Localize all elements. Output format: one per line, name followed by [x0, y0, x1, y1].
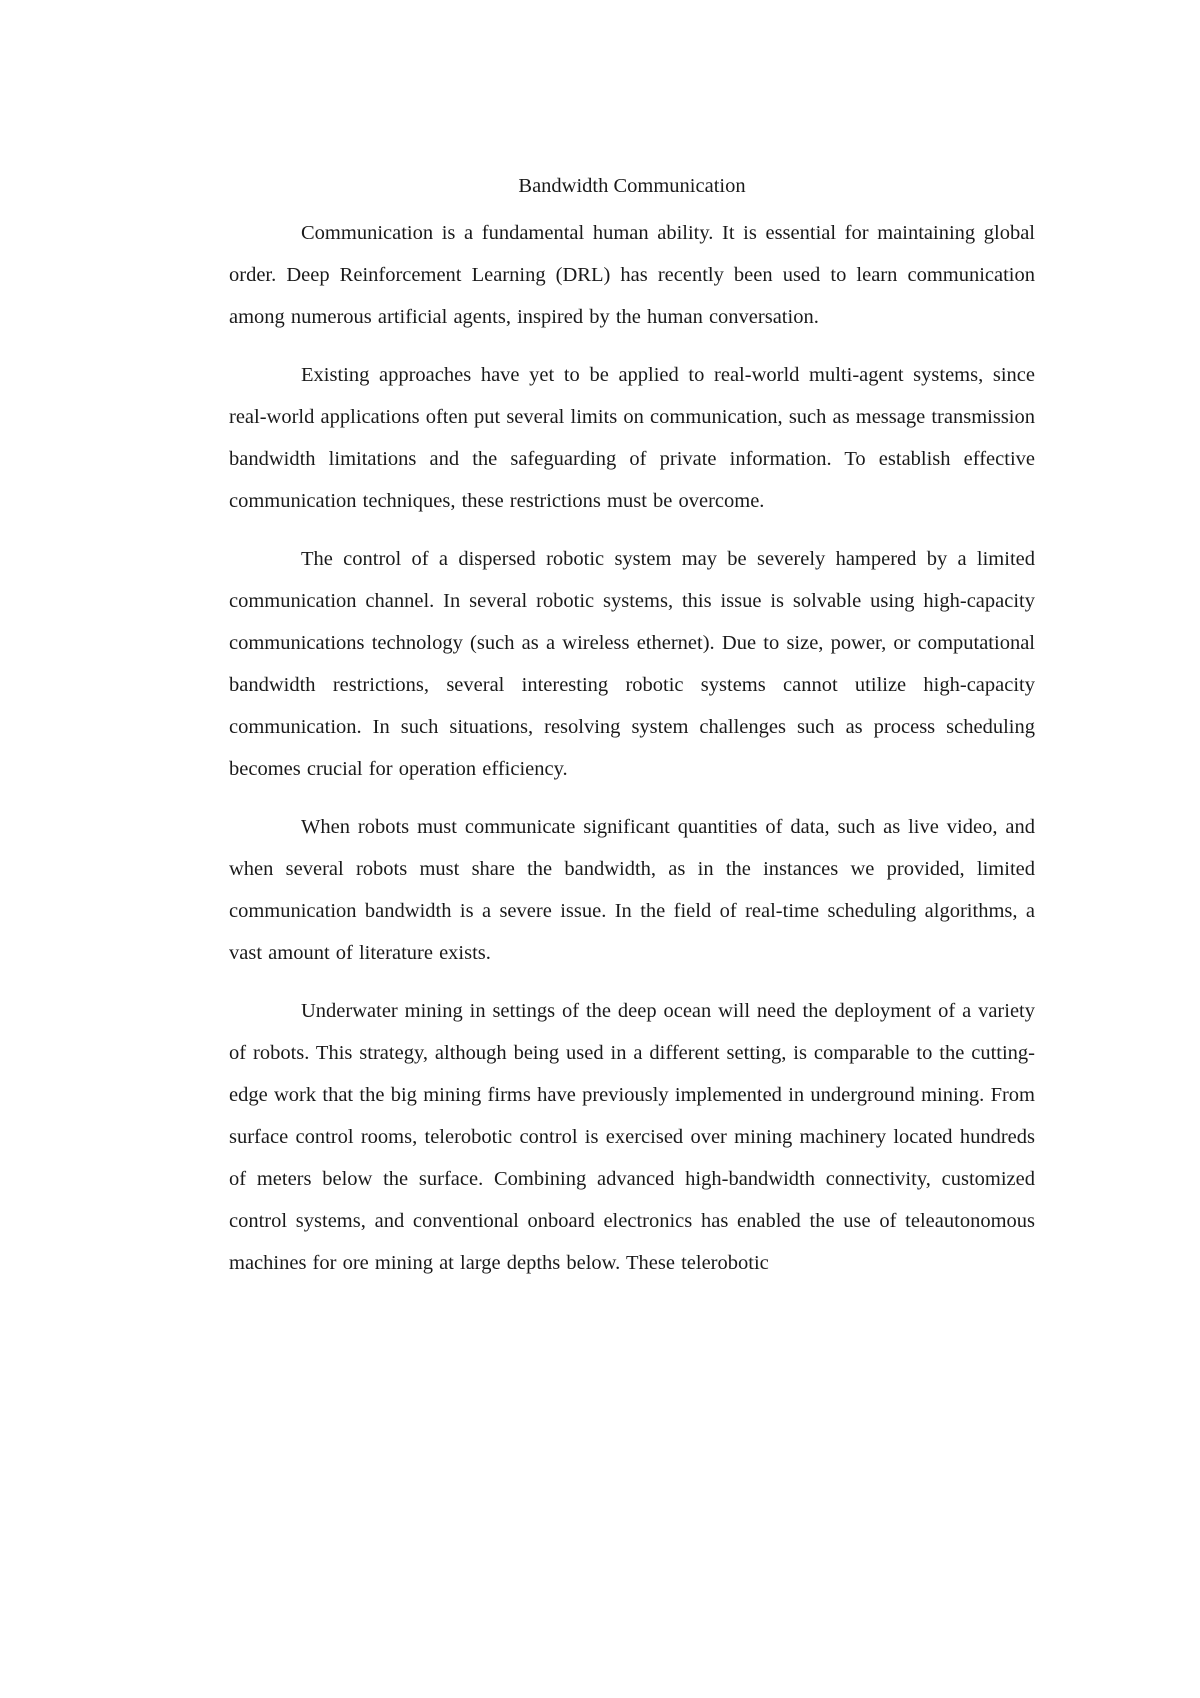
paragraph-1: Communication is a fundamental human ability. It is essential for maintaining global order. Deep Reinforcement Learning (DRL) has recently been used to learn communication among numerous artificial agents, inspired by the human conversation. [229, 222, 1035, 328]
paragraph-4: When robots must communicate significant quantities of data, such as live video, and when several robots must share the bandwidth, as in the instances we provided, limited communication bandwidth is a severe issue. In the field of real-time scheduling algorithms, a vast amount of literature exists. [229, 816, 1035, 964]
document-title: Bandwidth Communication [518, 175, 746, 197]
paragraph-5: Underwater mining in settings of the deep ocean will need the deployment of a variety of robots. This strategy, although being used in a different setting, is comparable to the cutting-edge work that the big mining firms have previously implemented in underground mining. From surface control rooms, telerobotic control is exercised over mining machinery located hundreds of meters below the surface. Combining advanced high-bandwidth connectivity, customized control systems, and conventional onboard electronics has enabled the use of teleautonomous machines for ore mining at large depths below. These telerobotic [229, 1000, 1035, 1274]
document-body [229, 170, 1035, 1300]
paragraph-2: Existing approaches have yet to be applied to real-world multi-agent systems, since real-world applications often put several limits on communication, such as message transmission bandwidth limitations and the safeguarding of private information. To establish effective communication techniques, these restrictions must be overcome. [229, 364, 1035, 512]
paragraph-3: The control of a dispersed robotic system may be severely hampered by a limited communication channel. In several robotic systems, this issue is solvable using high-capacity communications technology (such as a wireless ethernet). Due to size, power, or computational bandwidth restrictions, several interesting robotic systems cannot utilize high-capacity communication. In such situations, resolving system challenges such as process scheduling becomes crucial for operation efficiency. [229, 548, 1035, 780]
